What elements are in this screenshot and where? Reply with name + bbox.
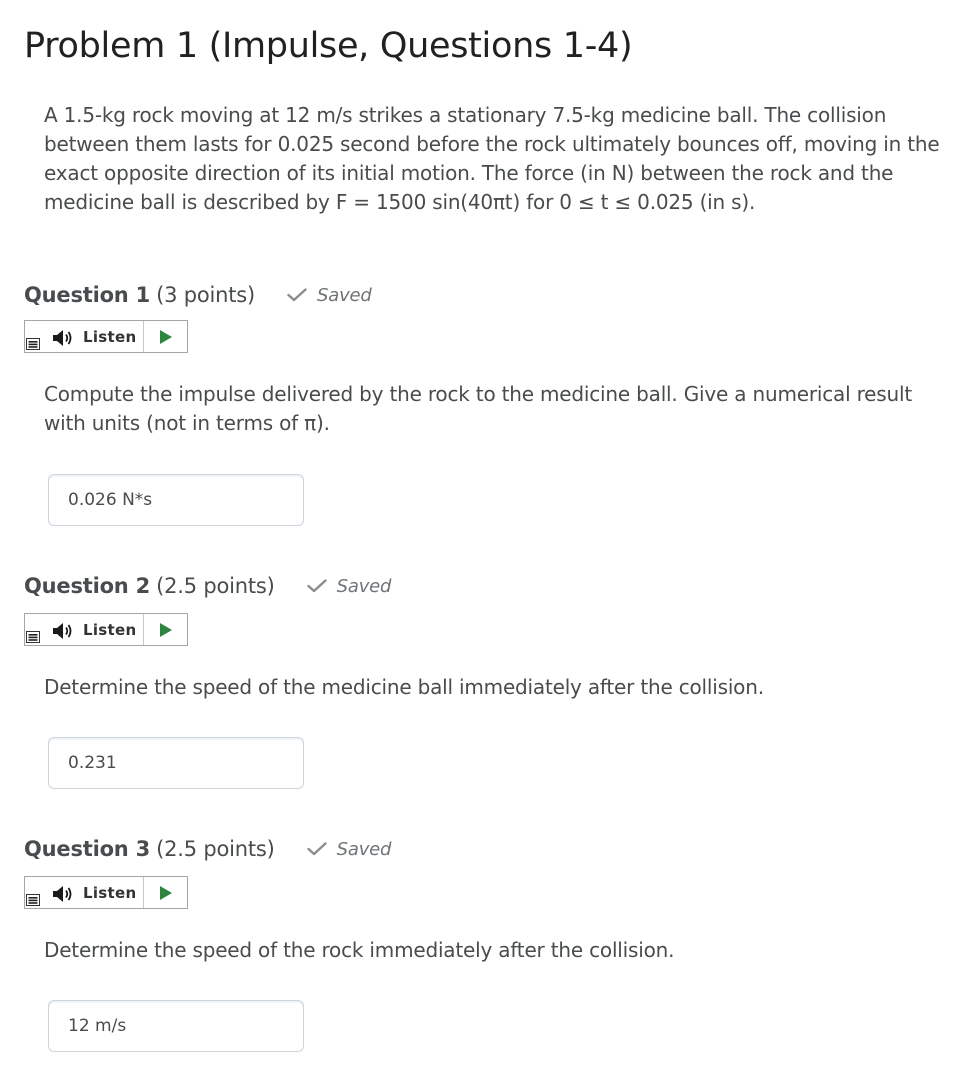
play-icon	[159, 622, 173, 638]
menu-icon[interactable]	[26, 631, 40, 643]
listen-label: Listen	[83, 328, 137, 346]
saved-label: Saved	[317, 284, 372, 306]
listen-button[interactable]	[25, 877, 144, 908]
menu-icon[interactable]	[26, 338, 40, 350]
listen-button[interactable]	[25, 321, 144, 352]
listen-widget	[24, 876, 188, 909]
listen-button[interactable]	[25, 614, 144, 645]
check-icon	[307, 579, 327, 593]
question-2-answer-input[interactable]	[48, 737, 304, 789]
play-button[interactable]	[144, 321, 187, 352]
question-3-answer-input[interactable]	[48, 1000, 304, 1052]
speaker-icon	[52, 622, 74, 640]
listen-widget	[24, 320, 188, 353]
play-button[interactable]	[144, 877, 187, 908]
question-2-header	[24, 570, 391, 602]
listen-widget	[24, 613, 188, 646]
listen-label: Listen	[83, 621, 137, 639]
problem-statement: A 1.5-kg rock moving at 12 m/s strikes a stationary 7.5-kg medicine ball. The collision between them lasts for 0.025 second before the rock ultimately bounces off, moving in the exact opposite direction of its initial motion. The force (in N) between the rock and the medicine ball is described by F = 1500 sin(40πt) for 0 ≤ t ≤ 0.025 (in s).	[44, 103, 940, 214]
question-number: Question 1	[24, 283, 151, 307]
saved-status	[307, 839, 392, 860]
saved-label: Saved	[336, 575, 392, 597]
question-3-header	[24, 833, 391, 865]
saved-status	[287, 285, 372, 306]
speaker-icon	[52, 885, 74, 903]
check-icon	[307, 842, 327, 856]
speaker-icon	[52, 329, 74, 347]
play-icon	[159, 885, 173, 901]
question-2-text: Determine the speed of the medicine ball immediately after the collision.	[44, 675, 764, 699]
question-number: Question 2	[24, 574, 151, 598]
saved-status	[307, 576, 392, 597]
question-points: (3 points)	[156, 283, 256, 307]
play-button[interactable]	[144, 614, 187, 645]
play-icon	[159, 329, 173, 345]
question-1-header	[24, 279, 372, 311]
question-1-answer-input[interactable]	[48, 474, 304, 526]
question-3-text: Determine the speed of the rock immediately after the collision.	[44, 938, 675, 962]
question-1-text: Compute the impulse delivered by the rock to the medicine ball. Give a numerical result with units (not in terms of π).	[44, 382, 912, 435]
listen-label: Listen	[83, 884, 137, 902]
saved-label: Saved	[336, 838, 392, 860]
menu-icon[interactable]	[26, 894, 40, 906]
check-icon	[287, 288, 307, 302]
question-points: (2.5 points)	[156, 574, 275, 598]
page-title: Problem 1 (Impulse, Questions 1-4)	[24, 26, 633, 66]
question-number: Question 3	[24, 837, 151, 861]
question-points: (2.5 points)	[156, 837, 275, 861]
